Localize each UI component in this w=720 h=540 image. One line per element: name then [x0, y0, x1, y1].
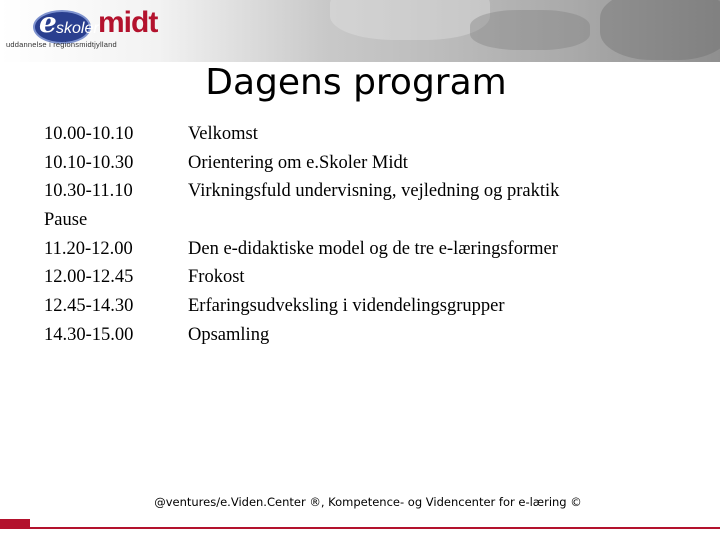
header-banner	[0, 0, 720, 62]
schedule-list	[44, 120, 664, 350]
photo-background	[330, 0, 490, 40]
footer-credit: @ventures/e.Viden.Center ®, Kompetence- og Videncenter for e-læring ©	[154, 495, 582, 509]
schedule-row	[44, 149, 664, 178]
schedule-time: 10.00-10.10	[44, 123, 134, 144]
schedule-time: 10.30-11.10	[44, 181, 133, 202]
schedule-activity: Opsamling	[188, 324, 270, 345]
schedule-time: 11.20-12.00	[44, 238, 133, 259]
schedule-time: 12.00-12.45	[44, 267, 134, 288]
schedule-time: Pause	[44, 209, 88, 230]
schedule-activity: Virkningsfuld undervisning, vejledning og praktik	[188, 181, 560, 202]
schedule-row	[44, 120, 664, 149]
eskoler-midt-logo	[6, 8, 181, 54]
schedule-time: 14.30-15.00	[44, 324, 134, 345]
logo-midt-text: midt	[98, 6, 158, 39]
schedule-row	[44, 292, 664, 321]
schedule-time: 12.45-14.30	[44, 295, 134, 316]
schedule-row	[44, 177, 664, 206]
logo-tagline: uddannelse i regionsmidtjylland	[6, 40, 117, 49]
schedule-activity: Velkomst	[188, 123, 258, 144]
schedule-time: 10.10-10.30	[44, 152, 134, 173]
schedule-row	[44, 263, 664, 292]
footer-divider	[0, 527, 720, 529]
slide-title: Dagens program	[205, 62, 507, 103]
schedule-activity: Frokost	[188, 267, 245, 288]
schedule-activity: Den e-didaktiske model og de tre e-læringsformer	[188, 238, 558, 259]
schedule-row	[44, 206, 664, 235]
schedule-activity: Orientering om e.Skoler Midt	[188, 152, 408, 173]
schedule-row	[44, 235, 664, 264]
schedule-row	[44, 321, 664, 350]
schedule-activity: Erfaringsudveksling i videndelingsgrupper	[188, 295, 505, 316]
logo-e-letter: e	[39, 6, 57, 39]
logo-skoler-text: skoler	[56, 20, 99, 37]
